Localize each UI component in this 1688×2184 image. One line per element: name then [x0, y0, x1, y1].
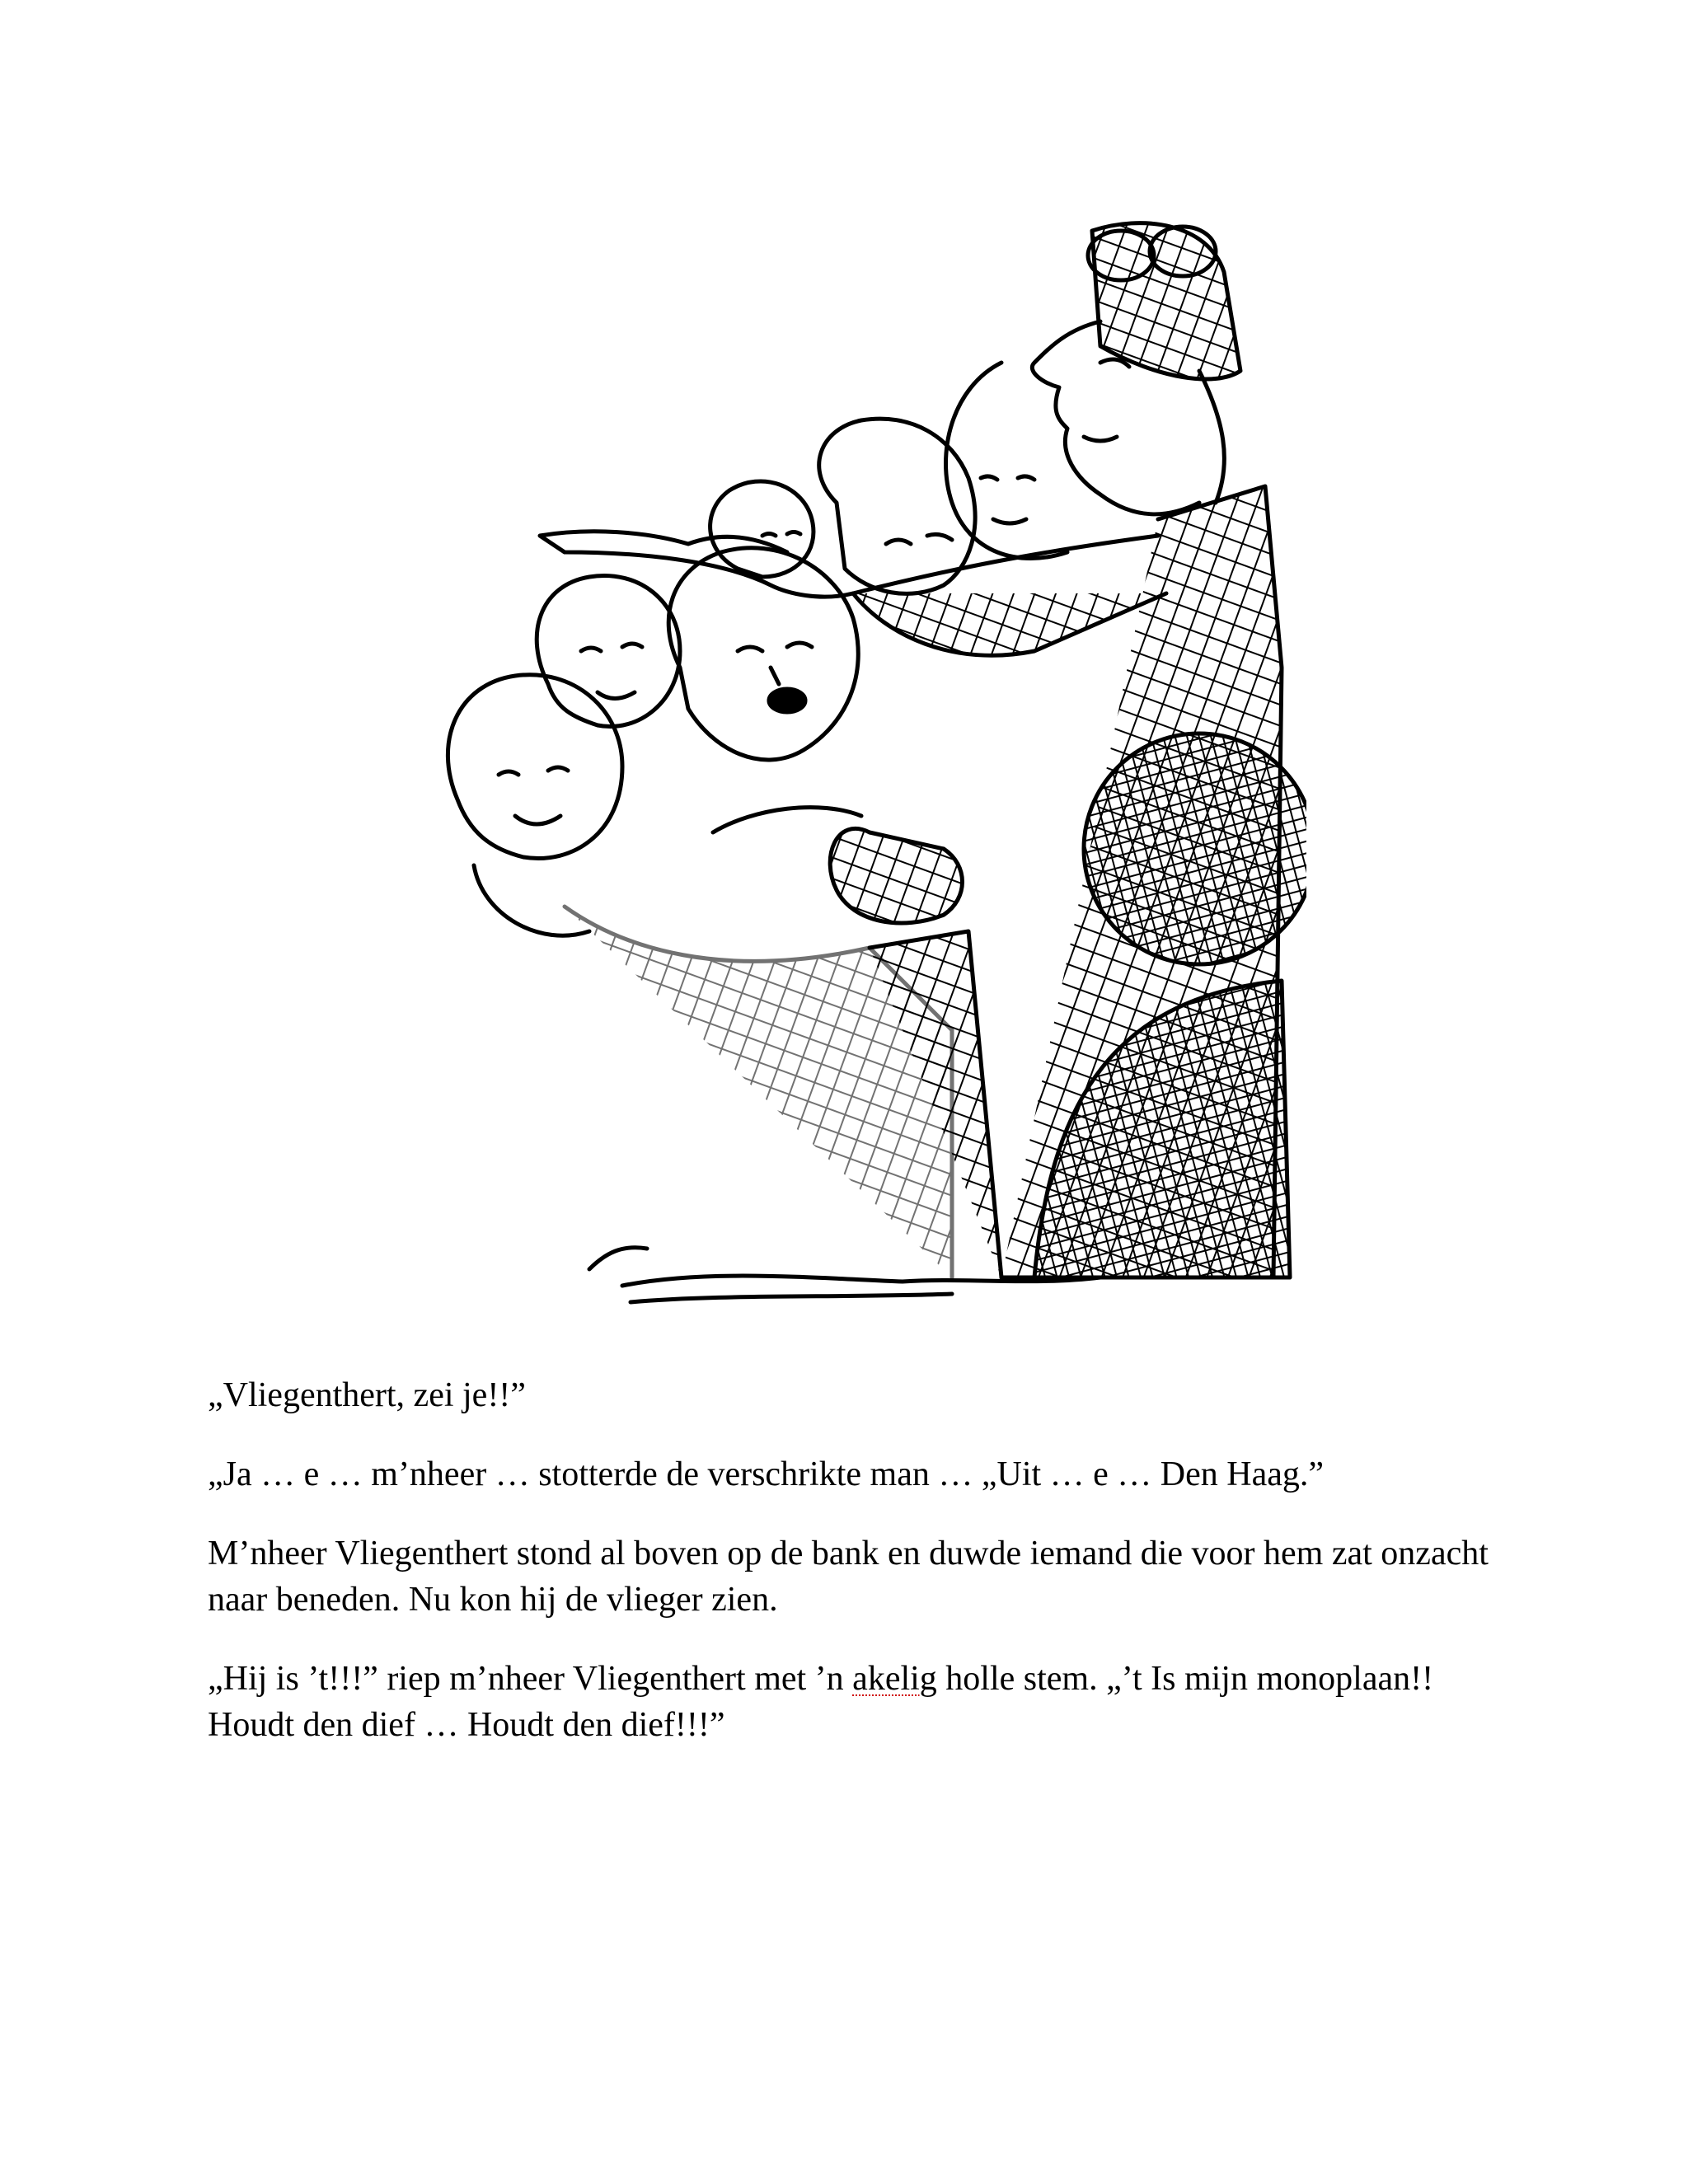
- paragraph-4-end: holle stem. „’t Is mijn monoplaan!! Houdt den dief … Houdt den dief!!!”: [208, 1660, 1434, 1744]
- crowd-illustration: [375, 206, 1306, 1319]
- paragraph-1: „Vliegenthert, zei je!!”: [208, 1376, 526, 1414]
- story-text: [208, 1372, 1493, 1781]
- paragraph-2: „Ja … e … m’nheer … stotterde de verschrikte man … „Uit … e … Den Haag.”: [208, 1455, 1325, 1493]
- paragraph-3: M’nheer Vliegenthert stond al boven op de bank en duwde iemand die voor hem zat onzacht naar beneden. Nu kon hij de vlieger zien.: [208, 1535, 1489, 1619]
- spellcheck-flagged-word[interactable]: akelig: [852, 1660, 937, 1698]
- paragraph-4-start: „Hij is ’t!!!” riep m’nheer Vliegenthert met ’n: [208, 1660, 853, 1698]
- paragraph-4: [208, 1656, 1493, 1748]
